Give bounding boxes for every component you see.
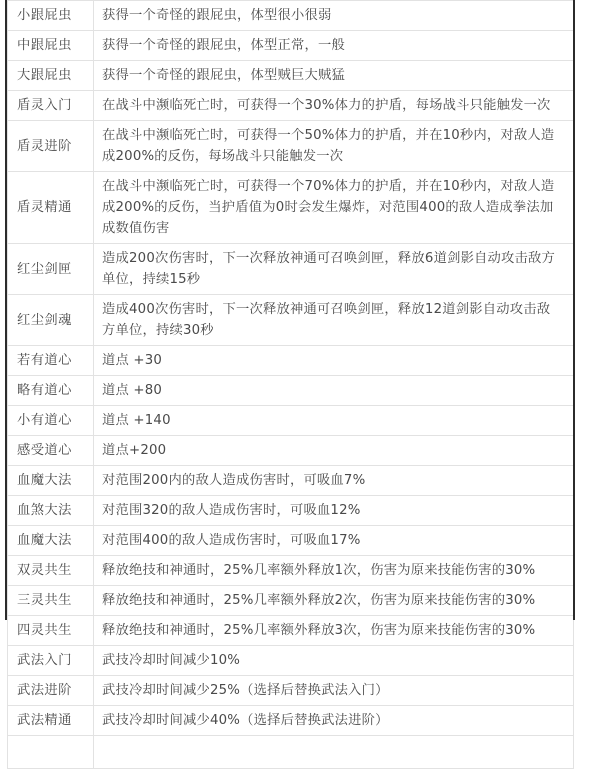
table-row: [8, 61, 574, 91]
table-row: [8, 676, 574, 706]
skill-name-cell: 血魔大法: [8, 526, 94, 556]
skill-table: [7, 0, 574, 769]
skill-description-cell: 释放绝技和神通时，25%几率额外释放3次，伤害为原来技能伤害的30%: [94, 616, 574, 646]
skill-description-cell: 道点+200: [94, 436, 574, 466]
skill-description-cell: 获得一个奇怪的跟屁虫，体型正常，一般: [94, 31, 574, 61]
skill-name-cell: 血煞大法: [8, 496, 94, 526]
table-row: [8, 121, 574, 172]
table-row: [8, 346, 574, 376]
skill-name-cell: 红尘剑魂: [8, 295, 94, 346]
skill-name-cell: 红尘剑匣: [8, 244, 94, 295]
skill-description-cell: 在战斗中濒临死亡时，可获得一个70%体力的护盾，并在10秒内，对敌人造成200%的反伤，当护盾值为0时会发生爆炸，对范围400的敌人造成拳法加成数值伤害: [94, 172, 574, 244]
skill-name-cell: 若有道心: [8, 346, 94, 376]
skill-description-cell: 道点 +140: [94, 406, 574, 436]
table-right-edge-rule: [573, 0, 575, 620]
skill-name-cell: 三灵共生: [8, 586, 94, 616]
table-row: [8, 646, 574, 676]
skill-name-cell: 小有道心: [8, 406, 94, 436]
skill-name-cell: 血魔大法: [8, 466, 94, 496]
table-row: [8, 172, 574, 244]
table-row: [8, 31, 574, 61]
skill-description-cell: 在战斗中濒临死亡时，可获得一个30%体力的护盾，每场战斗只能触发一次: [94, 91, 574, 121]
table-row: [8, 376, 574, 406]
skill-description-cell: 释放绝技和神通时，25%几率额外释放1次，伤害为原来技能伤害的30%: [94, 556, 574, 586]
table-left-edge-rule: [5, 0, 7, 620]
table-row: [8, 1, 574, 31]
table-row: [8, 496, 574, 526]
skill-description-cell: 武技冷却时间减少25%（选择后替换武法入门）: [94, 676, 574, 706]
skill-name-cell: 武法进阶: [8, 676, 94, 706]
table-row: [8, 586, 574, 616]
skill-name-cell: 双灵共生: [8, 556, 94, 586]
skill-description-cell: 释放绝技和神通时，25%几率额外释放2次，伤害为原来技能伤害的30%: [94, 586, 574, 616]
table-row: [8, 736, 574, 769]
skill-description-cell: 获得一个奇怪的跟屁虫，体型很小很弱: [94, 1, 574, 31]
table-row: [8, 526, 574, 556]
skill-description-cell: 造成200次伤害时，下一次释放神通可召唤剑匣，释放6道剑影自动攻击敌方单位，持续15秒: [94, 244, 574, 295]
skill-description-cell: 在战斗中濒临死亡时，可获得一个50%体力的护盾，并在10秒内，对敌人造成200%的反伤，每场战斗只能触发一次: [94, 121, 574, 172]
skill-description-cell: 获得一个奇怪的跟屁虫，体型贼巨大贼猛: [94, 61, 574, 91]
skill-name-cell: 盾灵精通: [8, 172, 94, 244]
table-row: [8, 436, 574, 466]
skill-description-cell: 对范围200内的敌人造成伤害时，可吸血7%: [94, 466, 574, 496]
skill-name-cell: 中跟屁虫: [8, 31, 94, 61]
skill-description-cell: 道点 +30: [94, 346, 574, 376]
skill-description-cell: [94, 736, 574, 769]
skill-description-cell: 造成400次伤害时，下一次释放神通可召唤剑匣，释放12道剑影自动攻击敌方单位，持续30秒: [94, 295, 574, 346]
skill-name-cell: 盾灵进阶: [8, 121, 94, 172]
skill-name-cell: 感受道心: [8, 436, 94, 466]
skill-description-cell: 道点 +80: [94, 376, 574, 406]
skill-name-cell: 四灵共生: [8, 616, 94, 646]
skill-description-cell: 对范围320的敌人造成伤害时，可吸血12%: [94, 496, 574, 526]
skill-name-cell: 盾灵入门: [8, 91, 94, 121]
skill-description-cell: 武技冷却时间减少10%: [94, 646, 574, 676]
skill-description-cell: 武技冷却时间减少40%（选择后替换武法进阶）: [94, 706, 574, 736]
table-row: [8, 244, 574, 295]
table-row: [8, 466, 574, 496]
skill-description-cell: 对范围400的敌人造成伤害时，可吸血17%: [94, 526, 574, 556]
table-row: [8, 706, 574, 736]
skill-name-cell: 武法入门: [8, 646, 94, 676]
table-row: [8, 295, 574, 346]
skill-name-cell: 略有道心: [8, 376, 94, 406]
skill-name-cell: 小跟屁虫: [8, 1, 94, 31]
skill-name-cell: [8, 736, 94, 769]
table-row: [8, 91, 574, 121]
table-row: [8, 556, 574, 586]
skill-name-cell: 武法精通: [8, 706, 94, 736]
skill-name-cell: 大跟屁虫: [8, 61, 94, 91]
table-row: [8, 616, 574, 646]
table-row: [8, 406, 574, 436]
